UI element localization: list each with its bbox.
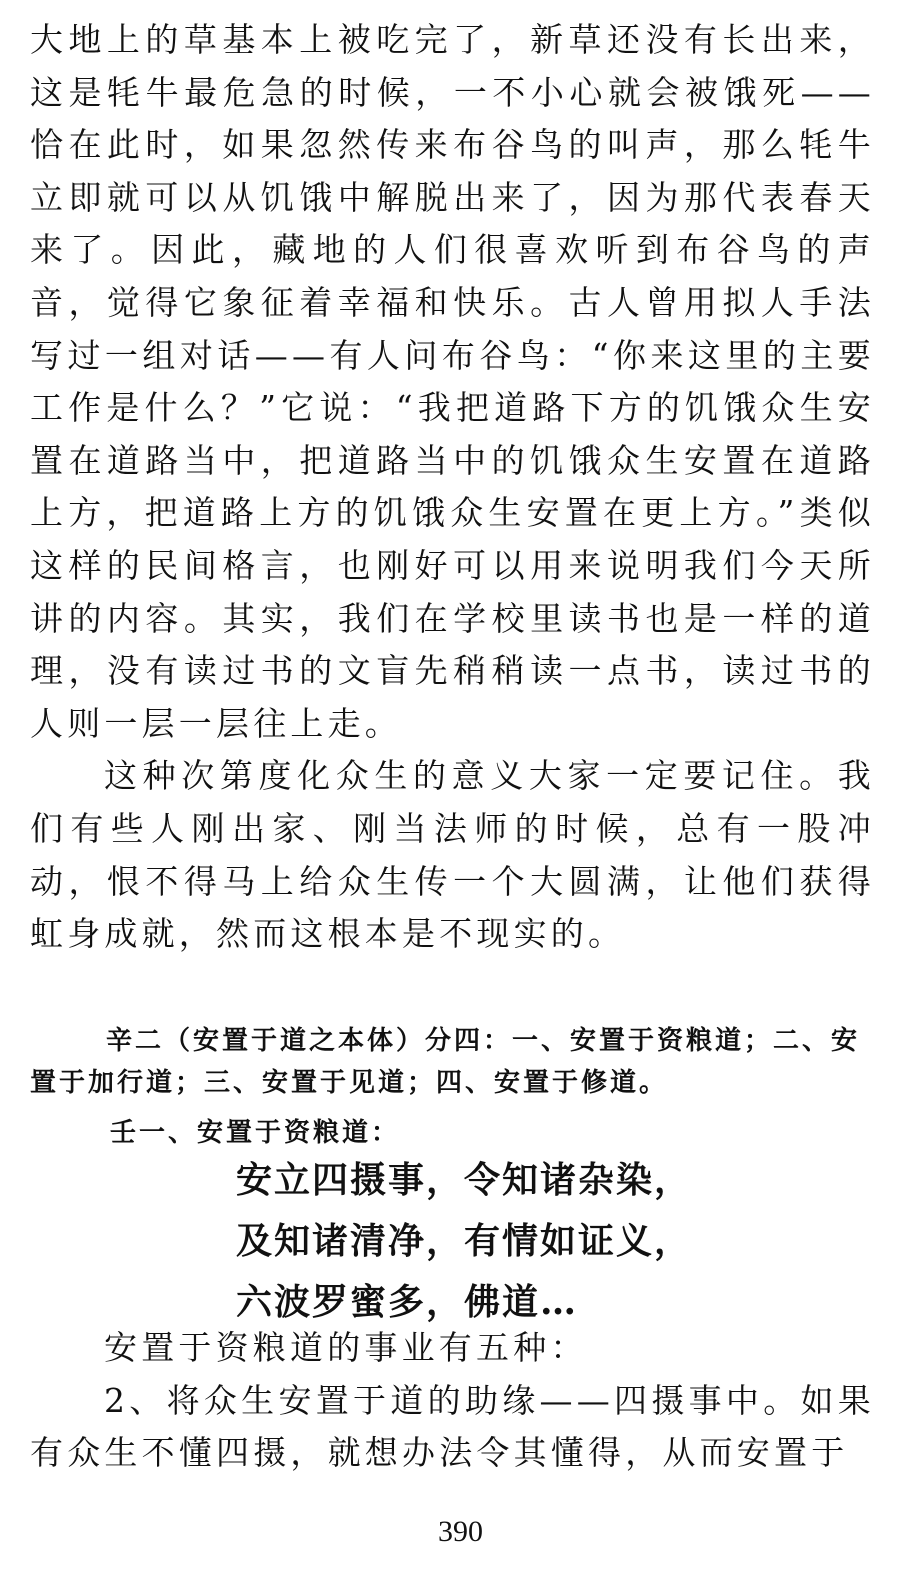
body-paragraph-1: 大地上的草基本上被吃完了，新草还没有长出来，这是牦牛最危急的时候，一不小心就会被饿死——恰在此时，如果忽然传来布谷鸟的叫声，那么牦牛立即就可以从饥饿中解脱出来了，因为那代表春天来了。因此，藏地的人们很喜欢听到布谷鸟的声音，觉得它象征着幸福和快乐。古人曾用拟人手法写过一组对话——有人问布谷鸟：“你来这里的主要工作是什么？”它说：“我把道路下方的饥饿众生安置在道路当中，把道路当中的饥饿众生安置在道路上方，把道路上方的饥饿众生安置在更上方。”类似这样的民间格言，也刚好可以用来说明我们今天所讲的内容。其实，我们在学校里读书也是一样的道理，没有读过书的文盲先稍稍读一点书，读过书的人则一层一层往上走。 bbox=[30, 20, 875, 743]
verse-line-2: 及知诸清净，有情如证义， bbox=[236, 1220, 693, 1262]
root-verse bbox=[236, 1150, 692, 1333]
body-paragraph-4: 2、将众生安置于道的助缘——四摄事中。如果有众生不懂四摄，就想办法令其懂得，从而安置于 bbox=[30, 1380, 875, 1473]
verse-line-1: 安立四摄事，令知诸杂染， bbox=[236, 1159, 693, 1201]
body-paragraph-2: 这种次第度化众生的意义大家一定要记住。我们有些人刚出家、刚当法师的时候，总有一股冲动，恨不得马上给众生传一个大圆满，让他们获得虹身成就，然而这根本是不现实的。 bbox=[30, 756, 875, 954]
page-number: 390 bbox=[438, 1515, 483, 1548]
section-heading-level-2: 壬一、安置于资粮道： bbox=[110, 1118, 401, 1148]
verse-line-3: 六波罗蜜多，佛道… bbox=[236, 1281, 579, 1323]
section-heading-level-1: 辛二（安置于道之本体）分四：一、安置于资粮道；二、安置于加行道；三、安置于见道；四、安置于修道。 bbox=[30, 1026, 861, 1098]
body-paragraph-3: 安置于资粮道的事业有五种： bbox=[104, 1328, 588, 1367]
section-outline bbox=[30, 1020, 875, 1154]
body-text bbox=[30, 14, 875, 961]
commentary-text bbox=[30, 1322, 875, 1480]
